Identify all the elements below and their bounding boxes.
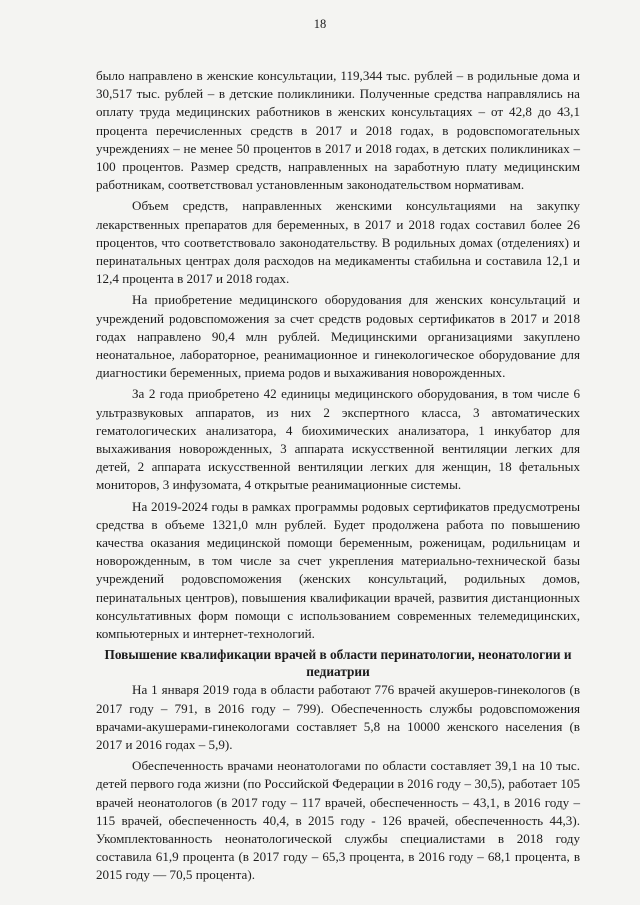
paragraph-1: было направлено в женские консультации, 119,344 тыс. рублей – в родильные дома и 30,517 тыс. рублей – в детские поликлиники. Полученные средства направлялись на оплату труда медицинских работников в женских консультациях – от 42,8 до 43,1 процента перечисленных средств в 2017 и 2018 годах, в родовспомогательных учреждениях – не менее 50 процентов в 2017 и 2018 годах, в детских поликлиниках – 100 процентов. Размер средств, направленных на заработную плату медицинским работникам, соответствовал установленным законодательством нормативам. xyxy=(96,68,580,193)
page-body xyxy=(96,67,580,888)
paragraph-7: Обеспеченность врачами неонатологами по области составляет 39,1 на 10 тыс. детей первого года жизни (по Российской Федерации в 2016 году – 30,5), работает 105 врачей неонатологов (в 2017 году – 117 врачей, обеспеченность – 43,1, в 2016 году – 115 врачей, обеспеченность 40,4, в 2015 году - 126 врачей, обеспеченность 44,3). Укомплектованность неонатологической службы специалистами в 2018 году составила 61,9 процента (в 2017 году – 65,3 процента, в 2016 году – 68,1 процента, в 2015 году — 70,5 процента). xyxy=(96,758,580,883)
page-number: 18 xyxy=(313,17,327,31)
paragraph-5: На 2019-2024 годы в рамках программы родовых сертификатов предусмотрены средства в объеме 1321,0 млн рублей. Будет продолжена работа по повышению качества оказания медицинской помощи беременным, роженицам, родильницам и новорожденным, в том числе за счет укрепления материально-технической базы учреждений родовспоможения (женских консультаций, родильных домов, перинатальных центров), повышения квалификации врачей, развития дистанционных консультативных форм помощи с использованием современных телемедицинских, компьютерных и интернет-технологий. xyxy=(96,498,580,642)
paragraph-6: На 1 января 2019 года в области работают 776 врачей акушеров-гинекологов (в 2017 году – 791, в 2016 году – 799). Обеспеченность службы родовспоможения врачами-акушерами-гинекологами составляет 5,8 на 10000 женского населения (в 2017 и 2016 годах – 5,9). xyxy=(96,682,580,752)
paragraph-3: На приобретение медицинского оборудования для женских консультаций и учреждений родовспоможения за счет средств родовых сертификатов в 2017 и 2018 годах направлено 90,4 млн рублей. Медицинскими организациями закуплено неонатальное, лабораторное, реанимационное и гинекологическое оборудование для диагностики беременных, приема родов и выхаживания новорожденных. xyxy=(96,292,580,381)
paragraph-4: За 2 года приобретено 42 единицы медицинского оборудования, в том числе 6 ультразвуковых аппаратов, из них 2 экспертного класса, 3 автоматических гематологических анализатора, 4 биохимических анализатора, 1 инкубатор для выхаживания новорожденных, 3 аппарата искусственной вентиляции легких для детей, 2 аппарата искусственной вентиляции легких для женщин, 18 фетальных мониторов, 3 инфузомата, 4 открытые реанимационные системы. xyxy=(96,386,580,493)
paragraph-2: Объем средств, направленных женскими консультациями на закупку лекарственных препаратов для беременных, в 2017 и 2018 годах составил более 26 процентов, что соответствовало законодательству. В родильных домах (отделениях) и перинатальных центрах доля расходов на медикаменты стабильна и составила 12,1 и 12,4 процента в 2017 и 2018 годах. xyxy=(96,198,580,287)
section-heading: Повышение квалификации врачей в области перинатологии, неонатологии и педиатрии xyxy=(104,647,572,680)
